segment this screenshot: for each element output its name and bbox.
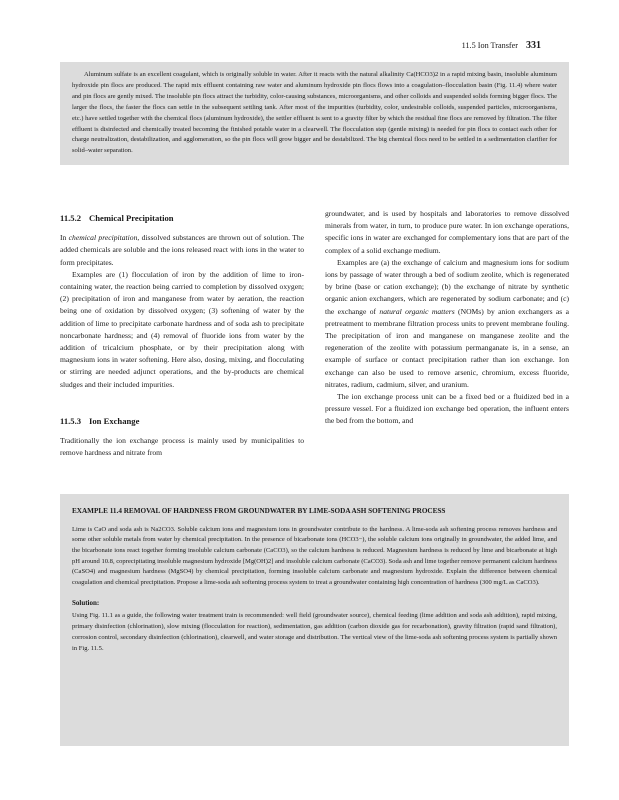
text-run: In bbox=[60, 233, 69, 243]
example-box bbox=[60, 494, 569, 746]
solution-label: Solution: bbox=[72, 598, 100, 607]
paragraph bbox=[60, 232, 304, 269]
section-heading-ion-exchange bbox=[60, 415, 304, 427]
text-run: Examples are (a) the exchange of calcium and magnesium ions for sodium ions by passage of water through a bed of sodium zeolite, which is regenerated by brine (base or cation exchange); (b) the exchange of nitrate by synthetic organic anion exchangers, which are regenerated by sodium carbonate; and (c) the exchange of bbox=[325, 257, 569, 316]
term-italic: chemical precipitation bbox=[68, 233, 138, 243]
term-italic: natural organic matters bbox=[379, 306, 455, 316]
text-run: (NOMs) by anion exchangers as a pretreatment to membrane filtration process units to prevent membrane fouling. The precipitation of iron and manganese on manganese zeolite and the regeneration of the zeolite with potassium permanganate is, in a sense, an example of surface or contact precipitation rather than ion exchange. Ion exchange can also be used to remove arsenic, chromium, excess fluoride, nitrates, radium, cadmium, silver, and uranium. bbox=[325, 306, 569, 389]
paragraph: Traditionally the ion exchange process is mainly used by municipalities to remove hardness and nitrate from bbox=[60, 436, 304, 458]
right-column bbox=[325, 208, 569, 428]
section-heading-chemical-precipitation bbox=[60, 212, 304, 224]
intro-paragraph: Aluminum sulfate is an excellent coagulant, which is originally soluble in water. After it reacts with the natural alkalinity Ca(HCO3)2 in a rapid mixing basin, insoluble aluminum hydroxide pin flocs are produced. The rapid mix effluent containing raw water and aluminum hydroxide pin flocs flows into a coagulation–flocculation basin (Fig. 11.4) where water and pin flocs are gently mixed. The insoluble pin flocs attract the turbidity, color-causing substances, microorganisms, and other colloids and suspended solids forming bigger flocs. The larger the flocs, the faster the flocs can settle in the subsequent settling tank. After most of the impurities (turbidity, color, undesirable colloids, suspended particles, microorganisms, etc.) have settled together with the chemical flocs (aluminum hydroxide), the settler effluent is sent to a gravity filter by which the residual fine flocs are removed by filtration. The filter effluent is disinfected and chemically treated becoming the finished potable water in a clearwell. The flocculation step (gentle mixing) is needed for pin flocs to contact each other for charge neutralization, destabilization, and agglomeration, so the pin flocs will grow bigger and be destabilized. The big chemical flocs need to be settled in a sedimentation clarifier for solid–water separation. bbox=[72, 71, 557, 155]
running-header bbox=[462, 40, 541, 51]
section-title: Ion Exchange bbox=[89, 415, 140, 426]
paragraph: groundwater, and is used by hospitals and laboratories to remove dissolved minerals from water, in turn, to produce pure water. In ion exchange operations, specific ions in water are exchanged for complementary ions that are part of the complex of a solid exchange medium. bbox=[325, 209, 569, 255]
text-run: , dissolved substances are thrown out of solution. The added chemicals are soluble and the ions released react with ions in the water to form precipitates. bbox=[60, 233, 304, 267]
paragraph: Examples are (1) flocculation of iron by the addition of lime to iron-containing water, the reaction being carried to completion by dissolved oxygen; (2) precipitation of iron and manganese from water by aeration, the reaction being one of oxidation by dissolved oxygen; (3) softening of water by the addition of lime to precipitate carbonate hardness and of soda ash to precipitate noncarbonate hardness; and (4) removal of fluoride ions from water by the addition of tricalcium phosphate, or by their precipitation along with magnesium ions in water softening. Here also, dosing, mixing, and flocculating or stirring are needed adjunct operations, and the by-products are chemical sludges and their included impurities. bbox=[60, 269, 304, 389]
example-title: EXAMPLE 11.4 REMOVAL OF HARDNESS FROM GROUNDWATER BY LIME-SODA ASH SOFTENING PROCESS bbox=[72, 507, 446, 515]
left-column bbox=[60, 208, 304, 459]
section-number: 11.5.2 bbox=[60, 213, 82, 223]
section-number: 11.5.3 bbox=[60, 415, 82, 426]
page-number: 331 bbox=[526, 40, 541, 51]
example-solution: Using Fig. 11.1 as a guide, the following water treatment train is recommended: well field (groundwater source), chemical feeding (lime addition and soda ash addition), rapid mixing, primary disinfection (chlorination), slow mixing (flocculation for reaction), sedimentation, gas addition (carbon dioxide gas for recarbonation), gravity filtration (rapid sand filtration), corrosion control, secondary disinfection (chlorination), clearwell, and water storage and distribution. The vertical view of the lime-soda ash softening process system is partially shown in Fig. 11.5. bbox=[72, 612, 557, 652]
example-problem: Lime is CaO and soda ash is Na2CO3. Soluble calcium ions and magnesium ions in groundwater contribute to the hardness. A lime-soda ash softening process removes hardness and some other soluble metals from water by chemical precipitation. In the presence of bicarbonate ions (HCO3−), the soluble calcium ions originally in groundwater, the added lime, and the bicarbonate ions react together forming insoluble calcium carbonate (CaCO3), so the calcium hardness is reduced. Magnesium hardness is reduced by lime and bicarbonate at high pH around 10.8, coprecipitating insoluble magnesium hydroxide [Mg(OH)2] and insoluble calcium carbonate (CaCO3). Soda ash and lime together remove permanent calcium hardness (CaSO4) and magnesium hardness (MgSO4) by chemical precipitation, forming insoluble calcium carbonate and magnesium hydroxide. Explain the difference between chemical coagulation and chemical precipitation. Propose a lime-soda ash softening process system to treat a groundwater containing high concentration of hardness (300 mg/L as CaCO3). bbox=[72, 525, 557, 587]
paragraph: The ion exchange process unit can be a fixed bed or a fluidized bed in a pressure vessel. For a fluidized ion exchange bed operation, the influent enters the bed from the bottom, and bbox=[325, 392, 569, 426]
section-title: Chemical Precipitation bbox=[89, 213, 174, 223]
paragraph bbox=[325, 257, 569, 391]
intro-box bbox=[60, 62, 569, 165]
two-column-body bbox=[60, 208, 569, 484]
header-section: 11.5 Ion Transfer bbox=[461, 41, 518, 50]
